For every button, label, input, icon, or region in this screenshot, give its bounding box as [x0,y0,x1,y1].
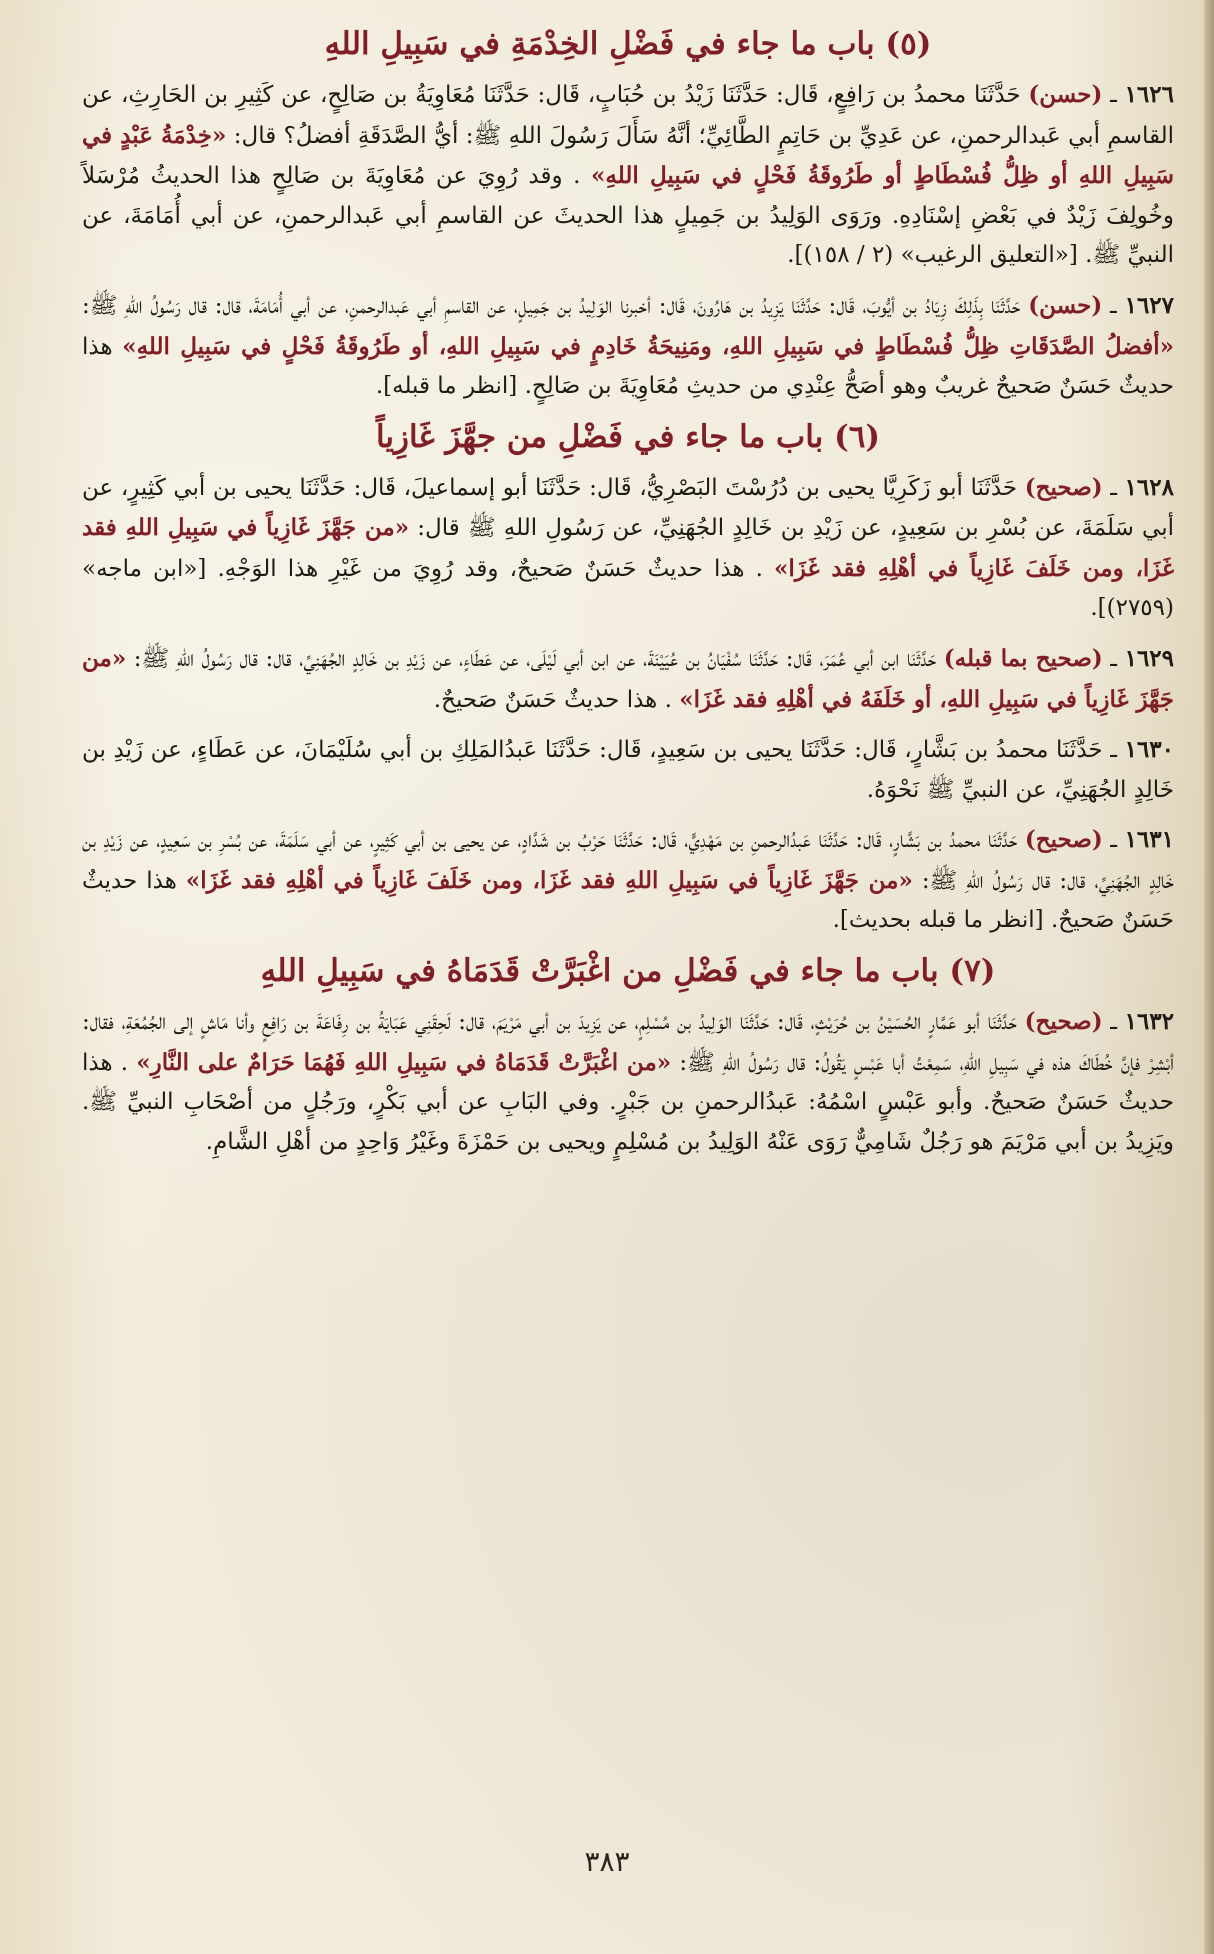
hadith-grade: (صحيح) [1024,1008,1103,1036]
hadith-commentary: هذا حديثٌ حَسَنٌ صَحيحٌ. [انظر ما قبله بحديث]. [82,867,1174,934]
page-content [82,24,1174,1804]
hadith-quote: «من جَهَّزَ غَازِياً في سَبِيلِ اللهِ فقد غَزَا، ومن خَلَفَ غَازِياً في أهْلِهِ فقد غَزَا» [185,866,913,894]
hadith-chain: حَدَّثَنَا محمدُ بن بَشَّارٍ، قَال: حَدَّثَنَا عَبدُالرحمنِ بن مَهْدِيٍّ، قَال: حَدَّثَنَا حَرْبُ بن شَدَّادٍ، عن يحيى بن أبي كَثِيرٍ، عن أبي سَلَمَةَ، عن بُسْرِ بن سَعِيدٍ، عن زَيْدِ بن خَالِدٍ الجُهَنِيِّ، قال: قال رَسُولُ اللهِ ﷺ: [82,827,1175,894]
hadith-quote: «خِدْمَةُ عَبْدٍ في سَبِيلِ اللهِ أو ظِلُّ فُسْطَاطٍ أو طَرُوقَةُ فَحْلٍ في سَبِيلِ اللهِ» [82,121,1174,190]
hadith-grade: (صحيح بما قبله) [943,645,1103,672]
hadith-chain: حَدَّثَنَا أبو زَكَرِيَّا يحيى بن دُرُسْتَ البَصْرِيُّ، قَال: حَدَّثَنَا أبو إسماعيلَ، قَال: حَدَّثَنَا يحيى بن أبي كَثِيرٍ، عن أبي سَلَمَةَ، عن بُسْرِ بن سَعِيدٍ، عن زَيْدِ بن خَالِدٍ الجُهَنِيِّ، عن رَسُولِ اللهِ ﷺ قال: [82,474,1175,542]
hadith-commentary: . هذا حديثٌ حَسَنٌ صَحيحٌ. [433,686,672,713]
section-heading-7: (٧) باب ما جاء في فَضْلِ من اغْبَرَّتْ قَدَمَاهُ في سَبِيلِ اللهِ [260,952,996,989]
hadith-chain: حَدَّثَنَا أبو عَمَّارٍ الحُسَيْنُ بن حُرَيْثٍ، قَال: حَدَّثَنَا الوَلِيدُ بن مُسْلِمٍ، عن يَزِيدَ بن أبي مَرْيَمَ، قال: لَحِقَنِي عَبَايَةُ بن رِفَاعَةَ بن رَافِعٍ وأنا مَاشٍ إلى الجُمُعَةِ، فقال: أبْشِرْ فإنَّ خُطَاكَ هذه في سَبِيلِ اللهِ، سَمِعْتُ أبا عَبْسٍ يَقُولُ: قال رَسُولُ اللهِ ﷺ: [82,1009,1175,1076]
hadith-1628 [82,468,1174,629]
page-edge [1204,0,1214,1954]
hadith-commentary: . هذا حديثٌ حَسَنٌ صَحيحٌ، وقد رُوِيَ من غَيْرِ هذا الوَجْهِ. [«ابن ماجه» (٢٧٥٩)]. [82,555,1174,622]
section-heading-5: (٥) باب ما جاء في فَضْلِ الخِدْمَةِ في سَبِيلِ اللهِ [324,26,932,62]
separator: ـ [1102,474,1117,501]
hadith-quote: «أفضلُ الصَّدَقَاتِ ظِلُّ فُسْطَاطٍ في سَبِيلِ اللهِ، ومَنِيحَةُ خَادِمٍ في سَبِيلِ اللهِ، أو طَرُوقَةُ فَحْلٍ في سَبِيلِ اللهِ» [122,332,1174,360]
hadith-1626 [82,75,1174,276]
hadith-quote: «من جَهَّزَ غَازِياً في سَبِيلِ اللهِ، أو خَلَفَهُ في أهْلِهِ فقد غَزَا» [82,645,1174,713]
separator: ـ [1102,827,1118,854]
separator: ـ [1102,646,1118,672]
hadith-1632 [82,1002,1174,1162]
hadith-quote: «من جَهَّزَ غَازِياً في سَبِيلِ اللهِ فقد غَزَا، ومن خَلَفَ غَازِياً في أهْلِهِ فقد غَزَا» [82,514,1174,582]
hadith-number: ١٦٢٨ [1124,473,1174,501]
separator: ـ [1102,82,1117,109]
hadith-1630 [82,730,1174,810]
section-heading-6: (٦) باب ما جاء في فَضْلِ من جهَّزَ غَازِياً [375,418,881,455]
hadith-number: ١٦٣٢ [1124,1008,1174,1036]
hadith-number: ١٦٢٧ [1124,291,1175,319]
hadith-chain: حَدَّثَنَا محمدُ بن بَشَّارٍ، قَال: حَدَّثَنَا يحيى بن سَعِيدٍ، قَال: حَدَّثَنَا عَبدُالمَلِكِ بن أبي سُلَيْمَانَ، عن عَطَاءٍ، عن زَيْدِ بن خَالِدٍ الجُهَنِيِّ، عن النبيِّ ﷺ نَحْوَهُ. [82,737,1174,803]
hadith-1631 [82,820,1174,941]
hadith-commentary: . هذا حديثٌ حَسَنٌ صَحيحٌ. وأبو عَبْسٍ اسْمُهُ: عَبدُالرحمنِ بن جَبْرٍ. وفي البَابِ عن أبي بَكْرٍ، ورَجُلٍ من أصْحَابِ النبيِّ ﷺ. ويَزِيدُ بن أبي مَرْيَمَ هو رَجُلٌ شَامِيٌّ رَوَى عَنْهُ الوَلِيدُ بن مُسْلِمٍ ويحيى بن حَمْزَةَ وغَيْرُ وَاحِدٍ من أهْلِ الشَّامِ. [82,1049,1174,1155]
hadith-quote: «من اغْبَرَّتْ قَدَمَاهُ في سَبِيلِ اللهِ فَهُمَا حَرَامٌ على النَّارِ» [136,1048,672,1076]
hadith-1629 [82,639,1174,720]
hadith-chain: حَدَّثَنَا بِذَلِكَ زِيَادُ بن أيُّوبَ، قَال: حَدَّثَنَا يَزِيدُ بن هَارُونَ، قَال: أخبرنا الوَلِيدُ بن جَمِيلٍ، عن القاسمِ أبي عَبدالرحمنِ، عن أبي أُمَامَةَ، قال: قال رَسُولُ اللهِ ﷺ: [82,292,1021,319]
hadith-grade: (حسن) [1028,81,1103,109]
hadith-chain: حَدَّثَنَا محمدُ بن رَافِعٍ، قَال: حَدَّثَنَا زَيْدُ بن حُبَابٍ، قَال: حَدَّثَنَا مُعَاوِيَةُ بن صَالِحٍ، عن كَثِيرِ بن الحَارِثِ، عن القاسمِ أبي عَبدالرحمنِ، عن عَدِيِّ بن حَاتِمٍ الطَّائِيِّ؛ أنَّهُ سَأَلَ رَسُولَ اللهِ ﷺ: أيُّ الصَّدَقَةِ أفضلُ؟ قال: [82,82,1175,149]
hadith-chain: حَدَّثَنَا ابن أبي عُمَرَ، قَال: حَدَّثَنَا سُفْيَانُ بن عُيَيْنَةَ، عن ابن أبي لَيْلَى، عن عَطَاءٍ، عن زَيْدِ بن خَالِدٍ الجُهَنِيِّ، قال: قال رَسُولُ اللهِ ﷺ: [133,646,937,672]
hadith-number: ١٦٢٩ [1124,645,1175,672]
hadith-number: ١٦٢٦ [1124,81,1174,109]
hadith-grade: (صحيح) [1024,826,1103,854]
page-number: ٣٨٣ [584,1845,630,1878]
hadith-commentary: . وقد رُوِيَ عن مُعَاوِيَةَ بن صَالِحٍ هذا الحديثُ مُرْسَلاً وخُولِفَ زَيْدٌ في بَعْضِ إسْنَادِهِ. ورَوَى الوَلِيدُ بن جَمِيلٍ هذا الحديثَ عن القاسمِ أبي عَبدالرحمنِ، عن أبي أُمَامَةَ، عن النبيِّ ﷺ. [«التعليق الرغيب» (٢ / ١٥٨)]. [82,163,1174,269]
hadith-number: ١٦٣١ [1124,826,1174,854]
hadith-number: ١٦٣٠ [1124,736,1174,764]
hadith-commentary: هذا حديثٌ حَسَنٌ صَحيحٌ غريبٌ وهو أصَحُّ عِنْدِي من حديثِ مُعَاوِيَةَ بن صَالِحٍ. [انظر ما قبله]. [82,333,1174,400]
separator: ـ [1102,1009,1117,1036]
hadith-grade: (صحيح) [1024,473,1103,501]
separator: ـ [1102,292,1117,319]
hadith-grade: (حسن) [1028,291,1103,319]
hadith-1627 [82,286,1174,407]
separator: ـ [1102,737,1117,764]
